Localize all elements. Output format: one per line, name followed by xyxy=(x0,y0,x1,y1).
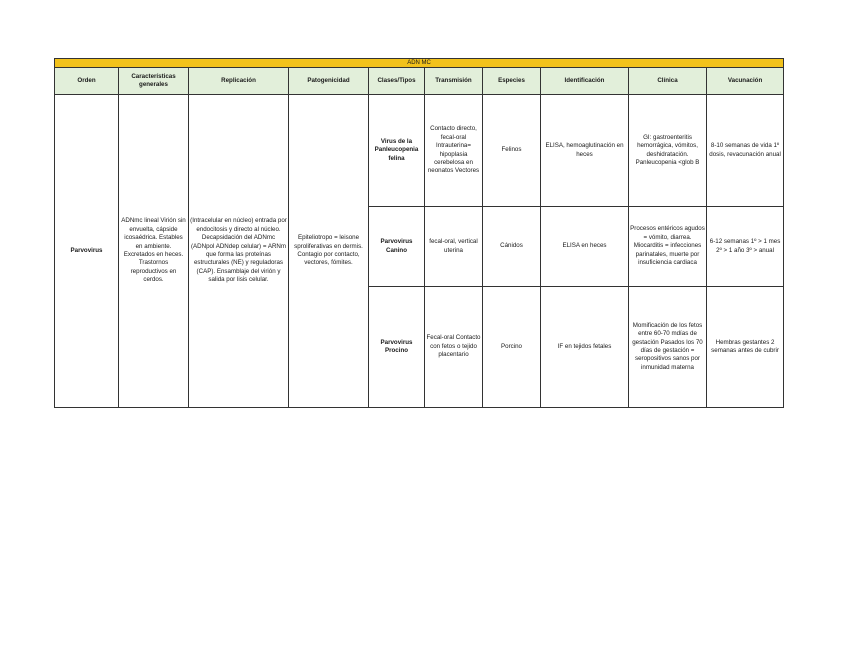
cell-clase: Parvovirus Canino xyxy=(369,207,425,287)
table-row xyxy=(55,95,784,207)
cell-identificacion: IF en tejidos fetales xyxy=(541,287,629,408)
adn-mc-table xyxy=(54,58,784,408)
cell-orden: Parvovirus xyxy=(55,95,119,408)
cell-transmision: fecal-oral, vertical uterina xyxy=(425,207,483,287)
table-title: ADN MC xyxy=(55,59,784,68)
cell-clinica: Momificación de los fetos entre 60-70 mdías de gestación Pasados los 70 días de gestación = seropositivos sanos por inmunidad materna xyxy=(629,287,707,408)
cell-identificacion: ELISA en heces xyxy=(541,207,629,287)
cell-vacunacion: 6-12 semanas 1º > 1 mes 2º > 1 año 3º > anual xyxy=(707,207,784,287)
cell-identificacion: ELISA, hemoaglutinación en heces xyxy=(541,95,629,207)
cell-replicacion: (Intracelular en núcleo) entrada por endocitosis y directo al núcleo. Decapsidación del ADNmc (ADNpol ADNdep celular) = ARNm que forma las proteínas estructurales (NE) y reguladoras (CAP). Ensamblaje del virión y salida por lisis celular. xyxy=(189,95,289,408)
header-especies: Especies xyxy=(483,68,541,95)
header-replicacion: Replicación xyxy=(189,68,289,95)
header-orden: Orden xyxy=(55,68,119,95)
header-clases: Clases/Tipos xyxy=(369,68,425,95)
cell-especies: Felinos xyxy=(483,95,541,207)
cell-transmision: Fecal-oral Contacto con fetos o tejido placentario xyxy=(425,287,483,408)
cell-clinica: Procesos entéricos agudos = vómito, diarrea. Miocarditis = infecciones parinatales, muerte por insuficiencia cardiaca xyxy=(629,207,707,287)
header-caracteristicas: Características generales xyxy=(119,68,189,95)
cell-vacunacion: 8-10 semanas de vida 1º dosis, revacunación anual xyxy=(707,95,784,207)
header-transmision: Transmisión xyxy=(425,68,483,95)
cell-clase: Parvovirus Procino xyxy=(369,287,425,408)
cell-clinica: GI: gastroenteritis hemorrágica, vómitos, deshidratación. Panleucopenia <glob B xyxy=(629,95,707,207)
header-clinica: Clínica xyxy=(629,68,707,95)
header-vacunacion: Vacunación xyxy=(707,68,784,95)
header-patogenicidad: Patogenicidad xyxy=(289,68,369,95)
cell-vacunacion: Hembras gestantes 2 semanas antes de cubrir xyxy=(707,287,784,408)
cell-caracteristicas: ADNmc lineal Virión sin envuelta, cápside icosaédrica. Estables en ambiente. Excretados en heces. Trastornos reproductivos en cerdos. xyxy=(119,95,189,408)
header-identificacion: Identificación xyxy=(541,68,629,95)
cell-especies: Porcino xyxy=(483,287,541,408)
cell-especies: Cánidos xyxy=(483,207,541,287)
cell-transmision: Contacto directo, fecal-oral Intrauterina= hipoplasia cerebelosa en neonatos Vectores xyxy=(425,95,483,207)
cell-patogenicidad: Epiteliotropo = leisone sproliferativas en dermis. Contagio por contacto, vectores, fómites. xyxy=(289,95,369,408)
cell-clase: Virus de la Panleucopenia felina xyxy=(369,95,425,207)
